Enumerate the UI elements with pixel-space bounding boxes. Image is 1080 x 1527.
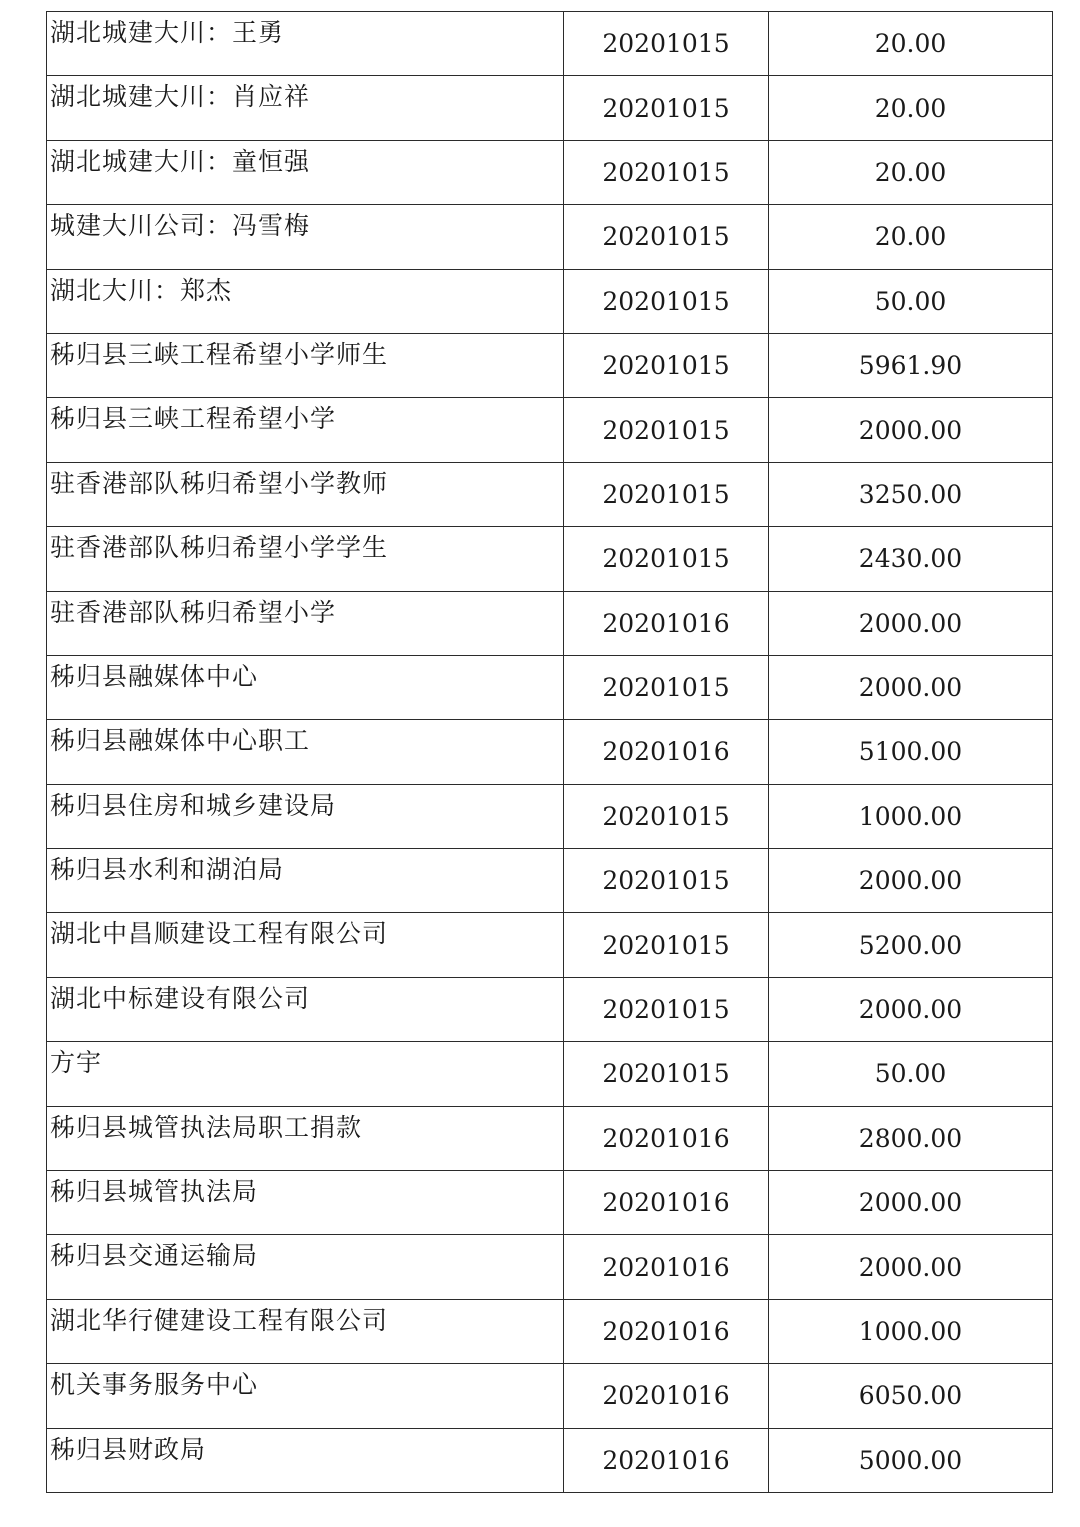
donation-amount-cell: 50.00 bbox=[769, 269, 1053, 333]
table-row bbox=[47, 977, 1053, 1041]
donor-name-cell: 秭归县融媒体中心 bbox=[47, 655, 564, 719]
donation-date-cell: 20201016 bbox=[564, 591, 769, 655]
donation-amount-cell: 20.00 bbox=[769, 205, 1053, 269]
table-row bbox=[47, 1171, 1053, 1235]
donation-date-cell: 20201015 bbox=[564, 269, 769, 333]
donor-name-cell: 城建大川公司：冯雪梅 bbox=[47, 205, 564, 269]
donor-name-cell: 湖北城建大川：王勇 bbox=[47, 12, 564, 76]
donor-name-cell: 湖北大川：郑杰 bbox=[47, 269, 564, 333]
donor-name-cell: 秭归县融媒体中心职工 bbox=[47, 720, 564, 784]
table-row bbox=[47, 1042, 1053, 1106]
table-row bbox=[47, 333, 1053, 397]
table-body bbox=[47, 12, 1053, 1493]
donation-amount-cell: 2430.00 bbox=[769, 527, 1053, 591]
donation-amount-cell: 2000.00 bbox=[769, 398, 1053, 462]
donor-name-cell: 湖北中标建设有限公司 bbox=[47, 977, 564, 1041]
donation-date-cell: 20201015 bbox=[564, 1042, 769, 1106]
donor-name-cell: 秭归县城管执法局 bbox=[47, 1171, 564, 1235]
table-row bbox=[47, 205, 1053, 269]
table-row bbox=[47, 1364, 1053, 1428]
donation-date-cell: 20201016 bbox=[564, 1106, 769, 1170]
donor-name-cell: 湖北城建大川：肖应祥 bbox=[47, 76, 564, 140]
donation-amount-cell: 20.00 bbox=[769, 12, 1053, 76]
donation-amount-cell: 5100.00 bbox=[769, 720, 1053, 784]
donation-date-cell: 20201015 bbox=[564, 527, 769, 591]
donation-table bbox=[46, 11, 1053, 1493]
donation-amount-cell: 2000.00 bbox=[769, 1235, 1053, 1299]
donation-amount-cell: 20.00 bbox=[769, 76, 1053, 140]
donation-date-cell: 20201015 bbox=[564, 655, 769, 719]
donation-amount-cell: 1000.00 bbox=[769, 784, 1053, 848]
donation-amount-cell: 2000.00 bbox=[769, 1171, 1053, 1235]
donation-date-cell: 20201015 bbox=[564, 462, 769, 526]
donor-name-cell: 秭归县住房和城乡建设局 bbox=[47, 784, 564, 848]
donation-date-cell: 20201016 bbox=[564, 1235, 769, 1299]
table-row bbox=[47, 849, 1053, 913]
table-row bbox=[47, 1428, 1053, 1492]
donation-amount-cell: 6050.00 bbox=[769, 1364, 1053, 1428]
table-row bbox=[47, 140, 1053, 204]
donation-amount-cell: 2000.00 bbox=[769, 655, 1053, 719]
donation-amount-cell: 20.00 bbox=[769, 140, 1053, 204]
donation-date-cell: 20201015 bbox=[564, 977, 769, 1041]
table-row bbox=[47, 784, 1053, 848]
donor-name-cell: 秭归县城管执法局职工捐款 bbox=[47, 1106, 564, 1170]
donor-name-cell: 湖北华行健建设工程有限公司 bbox=[47, 1299, 564, 1363]
donation-date-cell: 20201015 bbox=[564, 76, 769, 140]
table-row bbox=[47, 76, 1053, 140]
donation-amount-cell: 2000.00 bbox=[769, 977, 1053, 1041]
table-row bbox=[47, 527, 1053, 591]
table-row bbox=[47, 269, 1053, 333]
donation-amount-cell: 5000.00 bbox=[769, 1428, 1053, 1492]
table-row bbox=[47, 720, 1053, 784]
donation-amount-cell: 5200.00 bbox=[769, 913, 1053, 977]
table-row bbox=[47, 462, 1053, 526]
table-row bbox=[47, 913, 1053, 977]
donation-amount-cell: 2000.00 bbox=[769, 591, 1053, 655]
donation-amount-cell: 3250.00 bbox=[769, 462, 1053, 526]
donation-date-cell: 20201016 bbox=[564, 1299, 769, 1363]
donor-name-cell: 驻香港部队秭归希望小学 bbox=[47, 591, 564, 655]
table-row bbox=[47, 1106, 1053, 1170]
donor-name-cell: 秭归县三峡工程希望小学师生 bbox=[47, 333, 564, 397]
table-row bbox=[47, 591, 1053, 655]
donor-name-cell: 秭归县水利和湖泊局 bbox=[47, 849, 564, 913]
donation-date-cell: 20201016 bbox=[564, 1428, 769, 1492]
donation-date-cell: 20201015 bbox=[564, 333, 769, 397]
donation-date-cell: 20201015 bbox=[564, 205, 769, 269]
table-row bbox=[47, 655, 1053, 719]
donation-date-cell: 20201015 bbox=[564, 12, 769, 76]
donation-date-cell: 20201015 bbox=[564, 849, 769, 913]
donation-amount-cell: 2000.00 bbox=[769, 849, 1053, 913]
donation-date-cell: 20201015 bbox=[564, 913, 769, 977]
donation-date-cell: 20201016 bbox=[564, 720, 769, 784]
donation-date-cell: 20201016 bbox=[564, 1171, 769, 1235]
donation-date-cell: 20201015 bbox=[564, 784, 769, 848]
donor-name-cell: 秭归县三峡工程希望小学 bbox=[47, 398, 564, 462]
donation-amount-cell: 50.00 bbox=[769, 1042, 1053, 1106]
donor-name-cell: 方宇 bbox=[47, 1042, 564, 1106]
donor-name-cell: 湖北城建大川：童恒强 bbox=[47, 140, 564, 204]
donation-date-cell: 20201016 bbox=[564, 1364, 769, 1428]
table-row bbox=[47, 398, 1053, 462]
table-row bbox=[47, 1299, 1053, 1363]
donation-amount-cell: 5961.90 bbox=[769, 333, 1053, 397]
table-row bbox=[47, 12, 1053, 76]
table-row bbox=[47, 1235, 1053, 1299]
donation-date-cell: 20201015 bbox=[564, 140, 769, 204]
donor-name-cell: 驻香港部队秭归希望小学学生 bbox=[47, 527, 564, 591]
donor-name-cell: 机关事务服务中心 bbox=[47, 1364, 564, 1428]
donor-name-cell: 驻香港部队秭归希望小学教师 bbox=[47, 462, 564, 526]
donation-amount-cell: 2800.00 bbox=[769, 1106, 1053, 1170]
donor-name-cell: 秭归县交通运输局 bbox=[47, 1235, 564, 1299]
donor-name-cell: 秭归县财政局 bbox=[47, 1428, 564, 1492]
donation-date-cell: 20201015 bbox=[564, 398, 769, 462]
donor-name-cell: 湖北中昌顺建设工程有限公司 bbox=[47, 913, 564, 977]
donation-amount-cell: 1000.00 bbox=[769, 1299, 1053, 1363]
